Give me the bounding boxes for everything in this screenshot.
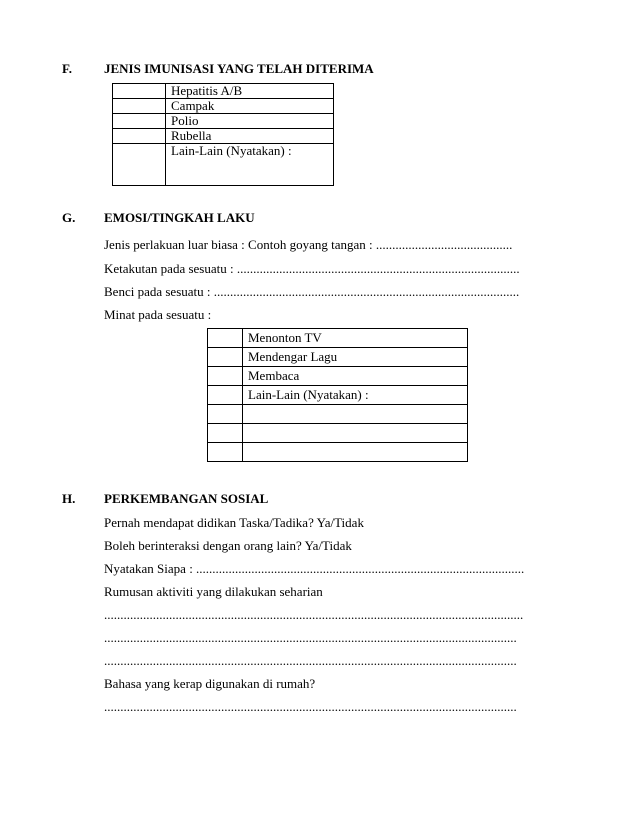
blank-field-1[interactable]	[243, 405, 468, 424]
blank-field-2[interactable]	[243, 424, 468, 443]
interests-table	[207, 328, 468, 462]
interaction-question[interactable]: Boleh berinteraksi dengan orang lain? Ya/Tidak	[104, 538, 352, 553]
checkbox-blank-3[interactable]	[208, 443, 243, 462]
daily-activity-line-2[interactable]: ...............................................................................................................................	[104, 630, 517, 645]
option-reading: Membaca	[243, 367, 468, 386]
section-h-letter: H.	[62, 491, 76, 506]
checkbox-tv[interactable]	[208, 329, 243, 348]
section-h-title: PERKEMBANGAN SOSIAL	[104, 491, 269, 506]
dislikes-field[interactable]: Benci pada sesuatu : ..............................................................................................	[104, 284, 520, 299]
preschool-question[interactable]: Pernah mendapat didikan Taska/Tadika? Ya/Tidak	[104, 515, 364, 530]
section-f-letter: F.	[62, 61, 72, 76]
section-g-title: EMOSI/TINGKAH LAKU	[104, 210, 255, 225]
interests-label: Minat pada sesuatu :	[104, 307, 212, 322]
checkbox-blank-1[interactable]	[208, 405, 243, 424]
checkbox-other-interest[interactable]	[208, 386, 243, 405]
option-lain-lain[interactable]: Lain-Lain (Nyatakan) :	[166, 144, 334, 186]
checkbox-reading[interactable]	[208, 367, 243, 386]
who-field[interactable]: Nyatakan Siapa : .....................................................................................................	[104, 561, 525, 576]
fears-field[interactable]: Ketakutan pada sesuatu : .......................................................................................	[104, 261, 520, 276]
option-other-interest: Lain-Lain (Nyatakan) :	[243, 386, 468, 405]
home-language-label: Bahasa yang kerap digunakan di rumah?	[104, 676, 316, 691]
checkbox-polio[interactable]	[113, 114, 166, 129]
section-g-letter: G.	[62, 210, 76, 225]
option-hepatitis: Hepatitis A/B	[166, 84, 334, 99]
checkbox-hepatitis[interactable]	[113, 84, 166, 99]
home-language-field[interactable]: ...............................................................................................................................	[104, 699, 517, 714]
checkbox-blank-2[interactable]	[208, 424, 243, 443]
option-polio: Polio	[166, 114, 334, 129]
checkbox-campak[interactable]	[113, 99, 166, 114]
section-f-title: JENIS IMUNISASI YANG TELAH DITERIMA	[104, 61, 374, 76]
daily-activity-label: Rumusan aktiviti yang dilakukan seharian	[104, 584, 323, 599]
unusual-behaviour-field[interactable]: Jenis perlakuan luar biasa : Contoh goyang tangan : ..........................................	[104, 237, 513, 252]
checkbox-music[interactable]	[208, 348, 243, 367]
option-tv: Menonton TV	[243, 329, 468, 348]
option-rubella: Rubella	[166, 129, 334, 144]
daily-activity-line-1[interactable]: .................................................................................................................................	[104, 607, 524, 622]
blank-field-3[interactable]	[243, 443, 468, 462]
option-music: Mendengar Lagu	[243, 348, 468, 367]
option-campak: Campak	[166, 99, 334, 114]
checkbox-lain-lain[interactable]	[113, 144, 166, 186]
immunisation-table	[112, 83, 334, 186]
daily-activity-line-3[interactable]: ...............................................................................................................................	[104, 653, 517, 668]
checkbox-rubella[interactable]	[113, 129, 166, 144]
